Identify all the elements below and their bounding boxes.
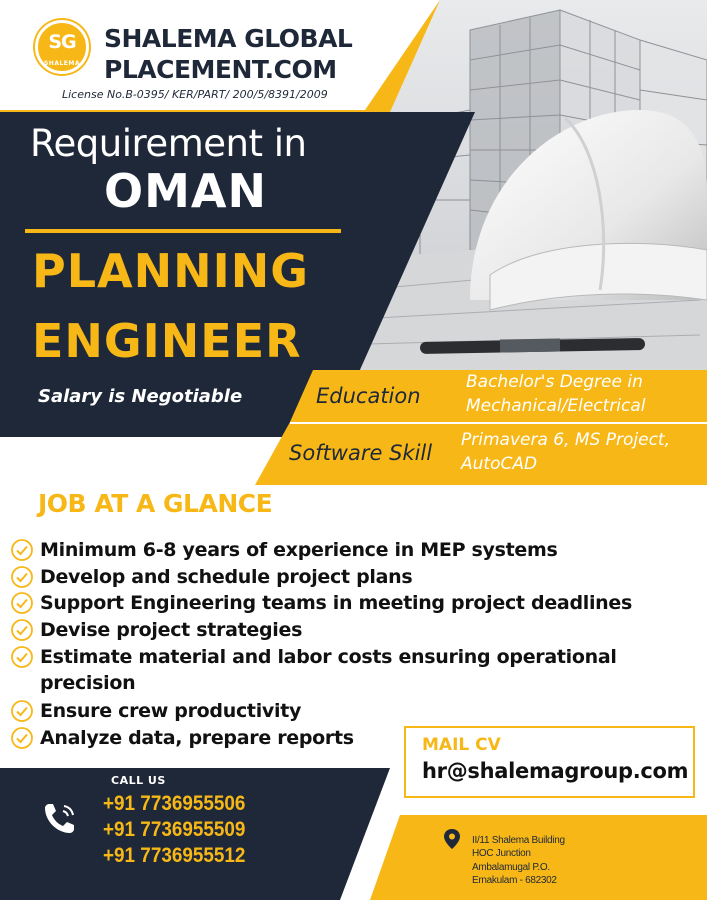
education-value-line-2: Mechanical/Electrical (466, 396, 646, 416)
list-item-text: Analyze data, prepare reports (40, 727, 354, 749)
list-item-text: Develop and schedule project plans (40, 566, 413, 588)
software-value-line-1: Primavera 6, MS Project, (461, 430, 670, 450)
logo-word: SHALEMA (43, 60, 81, 67)
list-item (10, 537, 558, 563)
headline-requirement: Requirement in (30, 122, 307, 165)
education-label: Education (316, 384, 421, 408)
brand-name-line-1: SHALEMA GLOBAL (104, 24, 353, 53)
check-circle-icon (10, 645, 34, 669)
location-pin-icon (442, 828, 462, 850)
software-value-line-2: AutoCAD (461, 454, 538, 474)
list-item (10, 644, 690, 696)
job-title-line-1: PLANNING (32, 244, 309, 298)
address-line: Ernakulam - 682302 (472, 875, 557, 886)
list-item (10, 725, 354, 751)
call-us-label: CALL US (111, 774, 166, 787)
salary-note: Salary is Negotiable (38, 386, 243, 407)
list-item (10, 564, 412, 590)
check-circle-icon (10, 726, 34, 750)
logo-initials: SG (48, 31, 76, 53)
check-circle-icon (10, 618, 34, 642)
check-circle-icon (10, 538, 34, 562)
list-item-text: Support Engineering teams in meeting project deadlines (40, 592, 632, 614)
mail-cv-label: MAIL CV (422, 735, 501, 755)
software-label: Software Skill (289, 441, 433, 465)
phone-icon (40, 798, 80, 838)
check-circle-icon (10, 699, 34, 723)
check-circle-icon (10, 591, 34, 615)
brand-name-line-2: PLACEMENT.COM (104, 55, 337, 84)
education-value-line-1: Bachelor's Degree in (466, 372, 643, 392)
license-number: License No.B-0395/ KER/PART/ 200/5/8391/2009 (62, 88, 328, 101)
headline-country: OMAN (104, 164, 267, 218)
list-item-text: Minimum 6-8 years of experience in MEP systems (40, 539, 558, 561)
address-line: HOC Junction (472, 848, 531, 859)
list-item (10, 590, 632, 616)
list-item (10, 698, 301, 724)
list-item-text: Estimate material and labor costs ensuring operational precision (40, 646, 617, 694)
phone-number[interactable]: +91 7736955509 (103, 818, 246, 841)
list-item-text: Ensure crew productivity (40, 700, 302, 722)
list-item-text: Devise project strategies (40, 619, 303, 641)
glance-heading: JOB AT A GLANCE (38, 489, 273, 518)
job-title-line-2: ENGINEER (32, 314, 302, 368)
address-line: II/11 Shalema Building (472, 835, 565, 846)
phone-number[interactable]: +91 7736955506 (103, 792, 246, 815)
divider (25, 229, 341, 233)
phone-number[interactable]: +91 7736955512 (103, 844, 246, 867)
list-item (10, 617, 302, 643)
email-link[interactable]: hr@shalemagroup.com (422, 759, 689, 783)
address-line: Ambalamugal P.O. (472, 862, 550, 873)
check-circle-icon (10, 565, 34, 589)
